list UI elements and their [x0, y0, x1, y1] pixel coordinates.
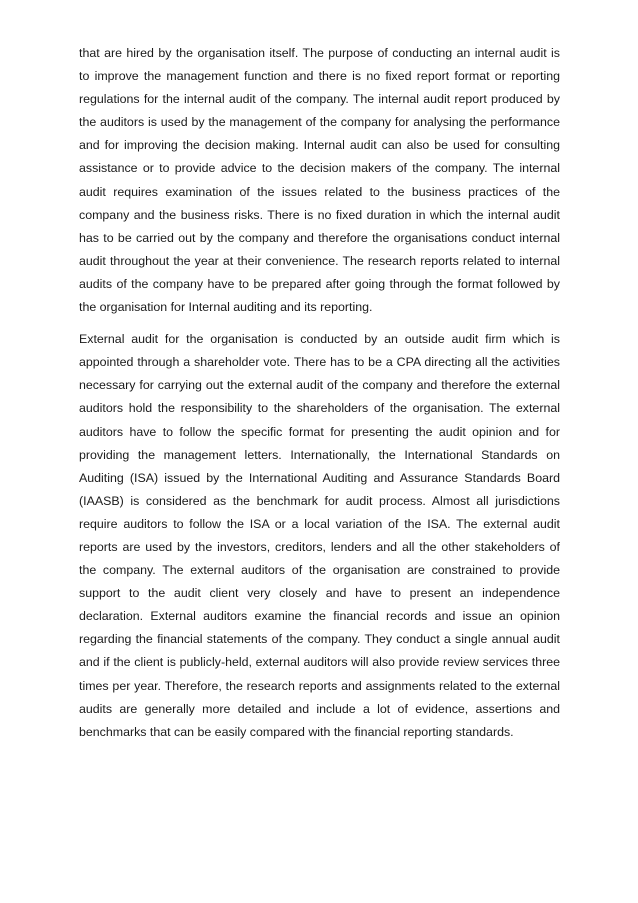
- paragraph-external-audit: External audit for the organisation is conducted by an outside audit firm which is appointed through a shareholder vote. There has to be a CPA directing all the activities necessary for carrying out the external audit of the company and therefore the external auditors hold the responsibility to the shareholders of the organisation. The external auditors have to follow the specific format for presenting the audit opinion and for providing the management letters. Internationally, the International Standards on Auditing (ISA) issued by the International Auditing and Assurance Standards Board (IAASB) is considered as the benchmark for audit process. Almost all jurisdictions require auditors to follow the ISA or a local variation of the ISA. The external audit reports are used by the investors, creditors, lenders and all the other stakeholders of the company. The external auditors of the organisation are constrained to provide support to the audit client very closely and have to present an independence declaration. External auditors examine the financial records and issue an opinion regarding the financial statements of the company. They conduct a single annual audit and if the client is publicly-held, external auditors will also provide review services three times per year. Therefore, the research reports and assignments related to the external audits are generally more detailed and include a lot of evidence, assertions and benchmarks that can be easily compared with the financial reporting standards.: [79, 332, 560, 739]
- document-page: [79, 42, 560, 744]
- paragraph-internal-audit: that are hired by the organisation itself. The purpose of conducting an internal audit is to improve the management function and there is no fixed report format or reporting regulations for the internal audit of the company. The internal audit report produced by the auditors is used by the management of the company for analysing the performance and for improving the decision making. Internal audit can also be used for consulting assistance or to provide advice to the decision makers of the company. The internal audit requires examination of the issues related to the business practices of the company and the business risks. There is no fixed duration in which the internal audit has to be carried out by the company and therefore the organisations conduct internal audit throughout the year at their convenience. The research reports related to internal audits of the company have to be prepared after going through the format followed by the organisation for Internal auditing and its reporting.: [79, 46, 560, 315]
